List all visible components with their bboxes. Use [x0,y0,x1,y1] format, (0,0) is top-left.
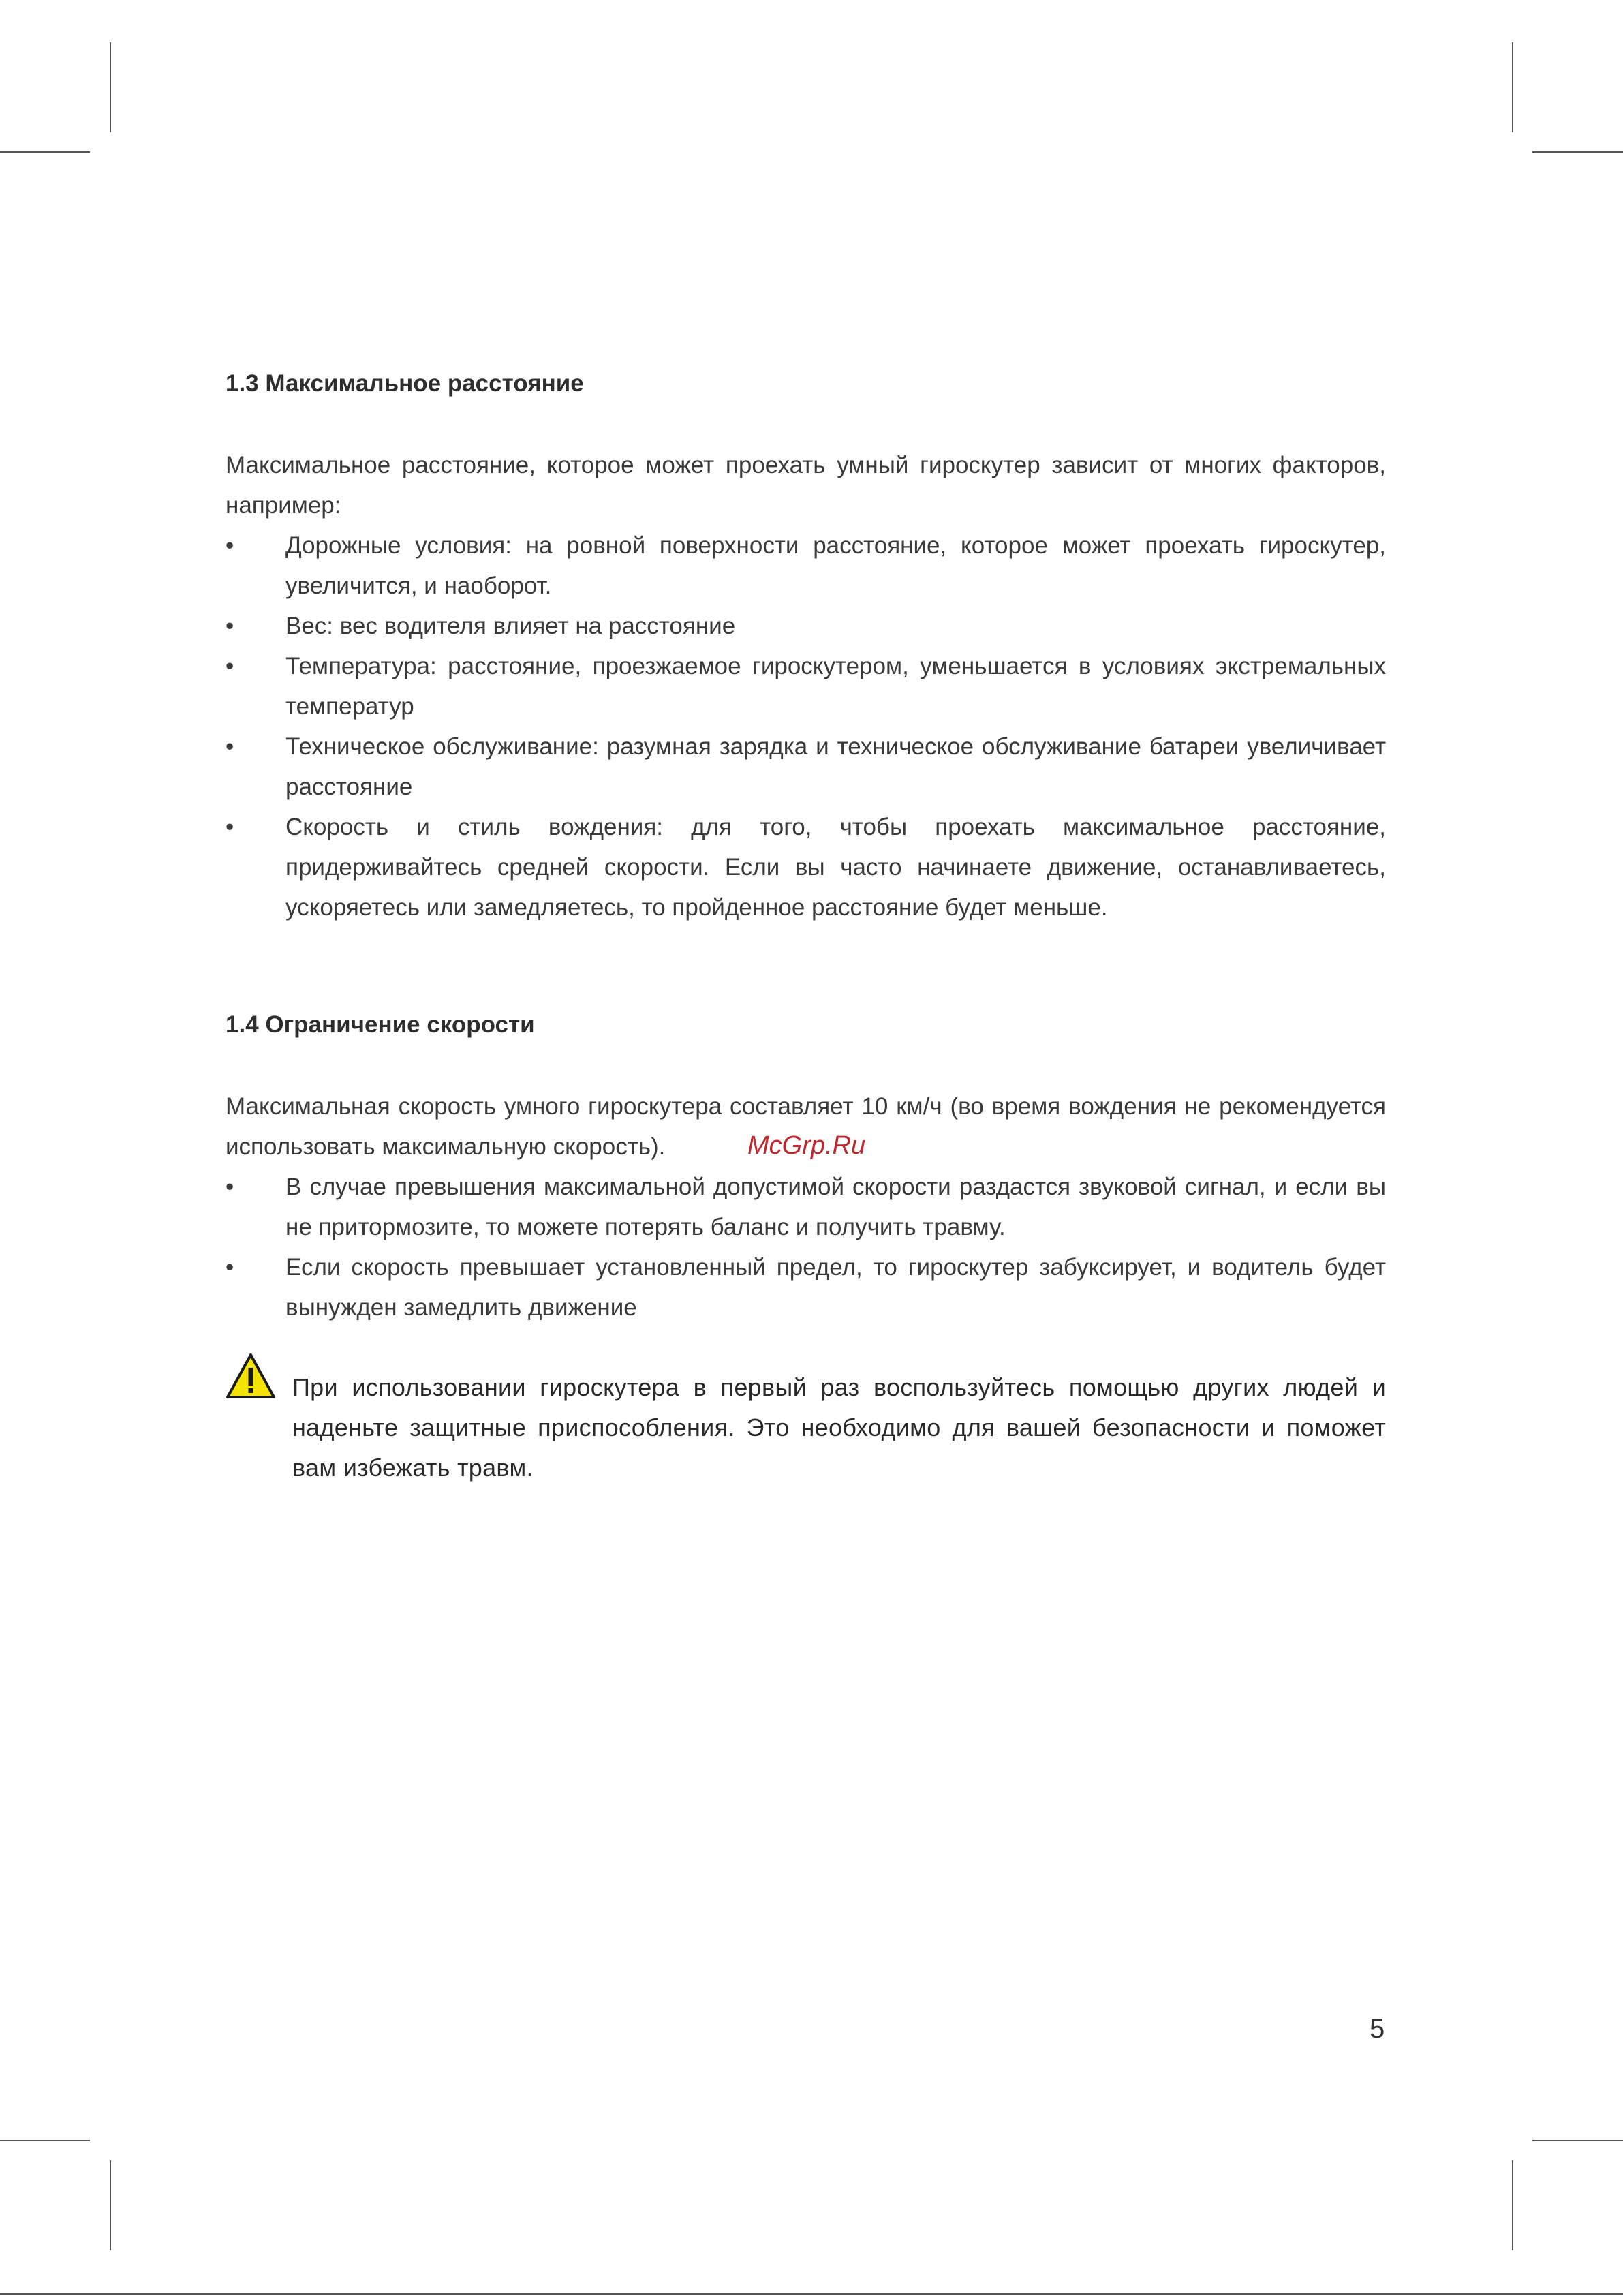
crop-mark-bottom-right-vertical [1512,2160,1513,2250]
section-1-4-intro: Максимальная скорость умного гироскутера составляет 10 км/ч (во время вождения не рекомендуется использовать максимальную скорость). [226,1093,1386,1160]
crop-mark-bottom-left-horizontal [0,2140,90,2141]
list-item-text: Вес: вес водителя влияет на расстояние [285,613,736,639]
crop-mark-top-left-vertical [110,42,111,132]
section-heading-1-3: 1.3 Максимальное расстояние [226,370,584,397]
list-item-text: Температура: расстояние, проезжаемое гироскутером, уменьшается в условиях экстремальных температур [285,653,1386,720]
crop-mark-bottom-right-horizontal [1532,2140,1623,2141]
bullet-icon: • [226,733,234,760]
page-number: 5 [1370,2014,1385,2044]
list-item-text: Дорожные условия: на ровной поверхности расстояние, которое может проехать гироскутер, увеличится, и наоборот. [285,532,1386,599]
bullet-icon: • [226,1254,234,1281]
list-item-text: Скорость и стиль вождения: для того, чтобы проехать максимальное расстояние, придерживайтесь средней скорости. Если вы часто начинаете движение, останавливаетесь, ускоряетесь или замедляетесь, то пройденное расстояние будет меньше. [285,814,1386,921]
list-item-text: Если скорость превышает установленный предел, то гироскутер забуксирует, и водитель будет вынужден замедлить движение [285,1254,1386,1321]
section-heading-1-4: 1.4 Ограничение скорости [226,1011,535,1038]
list-item-text: Техническое обслуживание: разумная зарядка и техническое обслуживание батареи увеличивает расстояние [285,733,1386,800]
bullet-icon: • [226,1174,234,1200]
crop-mark-top-right-horizontal [1532,151,1623,153]
watermark: McGrp.Ru [747,1131,866,1160]
page-bottom-edge [0,2293,1623,2295]
crop-mark-bottom-left-vertical [110,2160,111,2250]
list-item-text: В случае превышения максимальной допустимой скорости раздастся звуковой сигнал, и если вы не притормозите, то можете потерять баланс и получить травму. [285,1174,1386,1240]
bullet-icon: • [226,653,234,679]
warning-triangle-icon [226,1353,276,1399]
crop-mark-top-right-vertical [1512,42,1513,132]
bullet-icon: • [226,814,234,840]
bullet-icon: • [226,532,234,559]
section-1-3-intro: Максимальное расстояние, которое может проехать умный гироскутер зависит от многих факторов, например: [226,452,1386,519]
bullet-icon: • [226,613,234,639]
warning-text: При использовании гироскутера в первый раз воспользуйтесь помощью других людей и наденьте защитные приспособления. Это необходимо для вашей безопасности и поможет вам избежать травм. [292,1373,1386,1482]
crop-mark-top-left-horizontal [0,151,90,153]
